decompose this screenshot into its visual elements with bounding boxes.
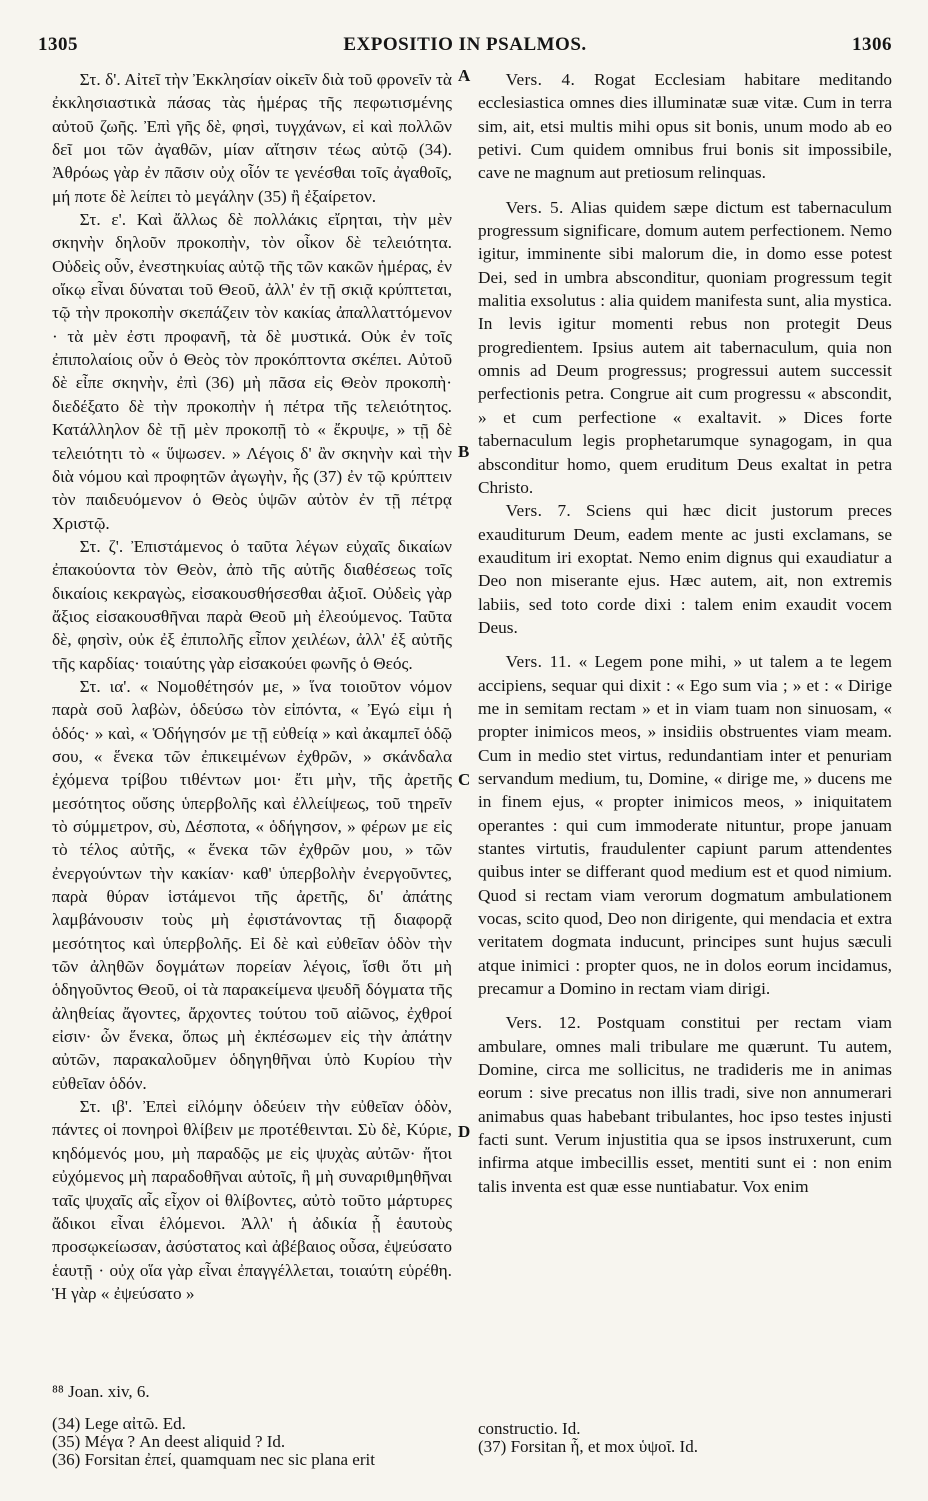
footnotes-left [52, 1383, 452, 1469]
footnote: (34) Lege αἰτῶ. Ed. [52, 1414, 186, 1433]
margin-marker-d: D [458, 1122, 471, 1141]
greek-column [52, 68, 452, 1305]
verse-text: Rogat Ecclesiam habitare meditando ecclesiastica omnes dies illuminatæ suæ vitæ. Cum in terra sim, ait, etsi multis mihi opus sit bonis, unum modo ab eo petivi. Cum quidem omnibus frui bonis sit impossibile, cave ne magnum aut pretiosum relinquas. [478, 70, 892, 183]
footnote: (36) Forsitan ἐπεί, quamquam nec sic plana erit [52, 1450, 375, 1469]
latin-paragraph [478, 68, 892, 185]
footnote: (37) Forsitan ἧ, et mox ὑψοῖ. Id. [478, 1437, 698, 1456]
verse-label: Vers. 11. [505, 652, 572, 672]
footnote: ⁸⁸ Joan. xiv, 6. [52, 1382, 150, 1401]
footnotes-right [478, 1420, 892, 1456]
verse-label: Vers. 7. [505, 501, 572, 521]
greek-paragraph: Στ. ια'. « Νομοθέτησόν με, » ἵνα τοιοῦτον νόμον παρὰ σοῦ λαβὼν, ὁδεύσω τὸν εἰπόντα, « Ἐγώ εἰμι ἡ ὁδός· » καὶ, « Ὁδήγησόν με τῇ εὐθείᾳ » καὶ ἀκαμπεῖ ὁδῷ σου, « ἕνεκα τῶν ἐπικειμένων ἐχθρῶν, » σκάνδαλα ἐχόμενα τρίβου τιθέντων μοι· ἔτι μὴν, τῆς ἀρετῆς μεσότητος οὔσης ὑπερβολῆς καὶ ἐλλείψεως, τοῦ τηρεῖν τὸ σύμμετρον, σὺ, Δέσποτα, « ὁδήγησον, » φέρων με εἰς τὸ τέλος αὐτῆς, « ἕνεκα τῶν ἐχθρῶν μου, » τῶν ἐνεργούντων τὴν κακίαν· καθ' ὑπερβολὴν ἐνεργοῦντες, παρὰ θύραν ἱστάμενοι τῆς ἀρετῆς, δι' ἀπάτης λαμβάνουσιν τοὺς μὴ ἐφιστάνοντας τῇ διαφορᾷ μεσότητος καὶ ὑπερβολῆς. Εἰ δὲ καὶ εὐθεῖαν ὁδὸν τὴν τῶν ἀληθῶν δογμάτων πορείαν λέγοις, ἴσθι ὅτι μὴ ὁδηγοῦντος Θεοῦ, οἱ τὰ παρακείμενα ψευδῆ δόγματα τῆς ἀληθείας ἄγοντες, ἄρχοντες τούτου τοῦ αἰῶνος, ἐχθροί εἰσιν· ὧν ἕνεκα, ὅπως μὴ ἐκπέσωμεν εἰς τὴν ἀπάτην αὐτῶν, παρακαλοῦμεν ὁδηγηθῆναι ὑπὸ Κυρίου τὴν εὐθεῖαν ὁδόν. [52, 676, 452, 1093]
greek-paragraph: Στ. ιβ'. Ἐπεὶ εἰλόμην ὁδεύειν τὴν εὐθεῖαν ὁδὸν, πάντες οἱ πονηροὶ θλίβειν με προτέθεινται. Σὺ δὲ, Κύριε, κηδόμενός μου, μὴ παραδῷς με εἰς ψυχὰς αὐτῶν· ἤτοι εὐχόμενος μὴ παραδοθῆναι αὐτοῖς, ἢ μὴ συναριθμηθῆναι ταῖς ψυχαῖς αἷς εἶχον οἱ θλίβοντες, αὐτὸ τοῦτο μάρτυρες ἄδικοι εἶναι ἑλόμενοι. Ἀλλ' ἡ ἀδικία ᾗ ἑαυτοὺς προσῳκείωσαν, ἀσύστατος καὶ ἀβέβαιος οὖσα, ἐψεύσατο ἑαυτῇ · οὐχ οἵα γὰρ εἶναι ἐπαγγέλλεται, τοιαύτη εὑρέθη. Ἡ γὰρ « ἐψεύσατο » [52, 1097, 452, 1303]
page-number-left: 1305 [38, 34, 78, 55]
running-header [38, 34, 892, 60]
latin-paragraph [478, 196, 892, 499]
margin-marker-c: C [458, 770, 471, 789]
footnote: (35) Μέγα ? An deest aliquid ? Id. [52, 1432, 286, 1451]
verse-text: Alias quidem sæpe dictum est tabernaculum progressum significare, domum autem perfectionem. Nemo igitur, imminente sibi malorum die, in domo esse potest Dei, sed in umbra absconditur, quoniam progressum tegit malitia exsolutus : alia quidem manifesta sunt, alia mystica. In levis igitur momenti rebus non protegit Deus progredientem. Ipsius autem ait tabernaculum, quia non omnis ad Deum progressus; progressui autem successit perfectionis petra. Congrue ait cum progressu « abscondit, » et cum perfectione « exaltavit. » Dices forte tabernaculum legis prophetarumque synagogam, in qua absconditur homo, quem eruditum Deus exaltat in petra Christo. [478, 197, 892, 497]
page-number-right: 1306 [852, 34, 892, 55]
latin-paragraph [478, 650, 892, 1000]
latin-paragraph [478, 499, 892, 639]
greek-paragraph: Στ. ε'. Καὶ ἄλλως δὲ πολλάκις εἴρηται, τὴν μὲν σκηνὴν δηλοῦν προκοπὴν, τὸν οἶκον δὲ τελειότητα. Οὐδεὶς οὖν, ἐνεστηκυίας αὐτῷ τῆς τῶν κακῶν ἡμέρας, ἐν οἴκῳ εἶναι δύναται τοῦ Θεοῦ, ἀλλ' ἐν τῇ σκιᾷ κρύπτεται, τῷ τὴν προκοπὴν σκεπάζειν τὸν κακίας ἀπαλλαττόμενον · τὰ μὲν ἐστι προφανῆ, τὰ δὲ μυστικά. Οὐκ ἐν τοῖς ἐπιπολαίοις οὖν ὁ Θεὸς τὸν προκόπτοντα σκέπει. Αὐτοῦ δὲ εἶπε σκηνὴν, ἐπὶ (36) μὴ πᾶσα εἰς Θεὸν προκοπὴ· διεδέξατο δὲ τὴν προκοπὴν ἡ πέτρα τῆς τελειότητος. Κατάλληλον δὲ τῇ μὲν προκοπῇ τὸ « ἔκρυψε, » τῇ δὲ τελειότητι τὸ « ὕψωσεν. » Λέγοις δ' ἂν σκηνὴν καὶ τὴν διὰ νόμου καὶ προφητῶν ἀγωγὴν, ἧς (37) ἐν τῷ κρύπτειν τὸν παιδευόμενον ὁ Θεὸς ὑψῶν αὐτὸν ἐν τῇ πέτρᾳ Χριστῷ. [52, 210, 452, 533]
latin-column [478, 68, 892, 1198]
page-title: EXPOSITIO IN PSALMOS. [343, 34, 587, 55]
verse-text: Sciens qui hæc dicit justorum preces exauditurum Deum, eadem mente ac justi exclamans, se exauditum iri exoptat. Nemo enim dignus qui exaudiatur a Deo non miserante ejus. Hæc autem, ait, non extremis labiis, sed toto corde dixi : talem enim exaudit vocem Deus. [478, 501, 892, 637]
margin-marker-b: B [458, 442, 470, 461]
verse-text: « Legem pone mihi, » ut talem a te legem accipiens, sequar qui dixit : « Ego sum via ; » et : « Dirige me in semitam rectam » et in viam tuam non sinuosam, « propter inimicos meos, » insidiis obstruentes viam meam. Cum in medio stet virtus, redundantiam inter et penuriam servandum medium, tu, Domine, « dirige me, » ducens me in finem ejus, « propter inimicos meos, » iniquitatem operantes : qui cum immoderate nituntur, prope januam stantes virtutis, fraudulenter capiunt parum attendentes quibus inter se differant quod medium est et quod nimium. Quod si rectam viam verorum dogmatum ambulationem vocas, scito quod, Deo non dirigente, qui mendacia et extra veritatem dogmata inducunt, principes sunt hujus sæculi atque inimici : propter quos, ne in dolos eorum incidamus, precamur a Domino in rectam viam dirigi. [478, 652, 892, 999]
verse-label: Vers. 12. [505, 1013, 581, 1033]
verse-label: Vers. 5. [505, 197, 564, 217]
margin-marker-a: A [458, 66, 471, 85]
verse-label: Vers. 4. [505, 70, 576, 89]
greek-paragraph: Στ. ζ'. Ἐπιστάμενος ὁ ταῦτα λέγων εὐχαῖς δικαίων ἐπακούοντα τὸν Θεὸν, ἀπὸ τῆς αὐτῆς διαθέσεως τοῖς δικαίοις κεκραγὼς, εἰσακουσθήσεσθαι ἀξιοῖ. Οὐδεὶς γὰρ ἄξιος εἰσακουσθῆναι παρὰ Θεοῦ μὴ ἐλεούμενος. Ταῦτα δὲ, φησὶν, οὐκ ἐξ ἐπιπολῆς εἶπον χειλέων, ἀλλ' ἐξ αὐτῆς τῆς καρδίας· τοιαύτης γὰρ εἰσακούει φωνῆς ὁ Θεός. [52, 536, 452, 673]
footnote: constructio. Id. [478, 1419, 581, 1438]
greek-paragraph: Στ. δ'. Αἰτεῖ τὴν Ἐκκλησίαν οἰκεῖν διὰ τοῦ φρονεῖν τὰ ἐκκλησιαστικὰ πάσας τὰς ἡμέρας τῆς πεφωτισμένης αὐτοῦ ζωῆς. Ἐπὶ γῆς δὲ, φησὶ, τυγχάνων, εἰ καὶ πολλῶν δεῖ μοι τῶν ἀγαθῶν, μίαν αἴτησιν τέως αὐτῷ (34). Ἀθρόως γὰρ ἐν πᾶσιν οὐχ οἷόν τε γενέσθαι τοῖς ἀγαθοῖς, μή ποτε δὲ λείπει τὸ μεγάλην (35) ἢ ἐξαίρετον. [52, 70, 452, 206]
latin-paragraph [478, 1011, 892, 1198]
verse-text: Postquam constitui per rectam viam ambulare, omnes mali tribulare me quærunt. Tu autem, Domine, circa me sollicitus, ne tradideris me in animas eorum : sive precatus non illis tradi, sive non annumerari animabus quas habebant tribulantes, hoc ipso testes injusti facti sunt. Verum injustitia qua se ipsos instruxerunt, cum infirma atque imbecillis esset, mentiti sunt ei : non enim talis inventa est quæ esse nuntiabatur. Vox enim [478, 1013, 892, 1196]
